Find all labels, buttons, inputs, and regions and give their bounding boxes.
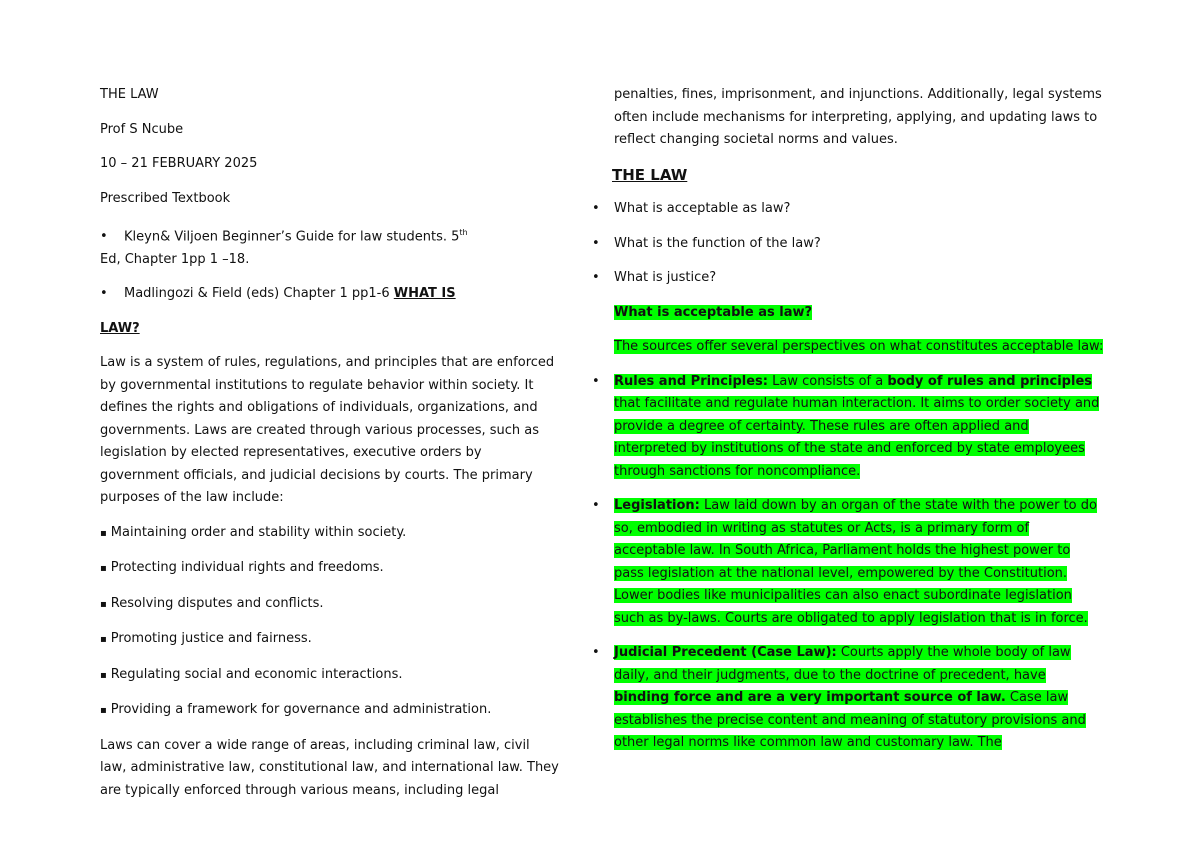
judicial-precedent-item: • Judicial Precedent (Case Law): Courts apply the whole body of law daily, and their judgments, due to the doctrine of precedent, have binding force and are a very important source of law. Case law establishes the precise content and meaning of statutory provisions and other legal norms like common law and customary law. The <box>614 642 1104 755</box>
questions-list <box>592 198 1104 290</box>
bullet-icon: • <box>100 229 108 245</box>
bullet-icon: • <box>592 498 600 513</box>
square-bullet-icon: ▪ <box>100 527 107 539</box>
list-item: ▪ Providing a framework for governance and administration. <box>100 702 492 718</box>
continuation-paragraph: penalties, fines, imprisonment, and injunctions. Additionally, legal systems often include mechanisms for interpreting, applying, and updating laws to reflect changing societal norms and values. <box>614 87 1102 147</box>
square-bullet-icon: ▪ <box>100 563 107 575</box>
list-item: ▪ Regulating social and economic interactions. <box>100 666 403 682</box>
square-bullet-icon: ▪ <box>100 634 107 646</box>
sources-intro: The sources offer several perspectives on what constitutes acceptable law: <box>614 339 1104 354</box>
list-item: • What is the function of the law? <box>614 233 1104 256</box>
list-item: ▪ Resolving disputes and conflicts. <box>100 595 324 611</box>
list-item: ▪ Protecting individual rights and freedoms. <box>100 560 384 576</box>
lecturer-name: Prof S Ncube <box>100 121 184 137</box>
sub-heading: What is acceptable as law? <box>614 304 813 320</box>
textbook-item-1: • Kleyn& Viljoen Beginner’s Guide for law students. 5th <box>100 222 560 249</box>
list-item: • What is acceptable as law? <box>614 198 1104 221</box>
bullet-icon: • <box>592 201 600 216</box>
left-column <box>100 84 560 802</box>
square-bullet-icon: ▪ <box>100 598 107 610</box>
purposes-list <box>100 522 560 723</box>
legislation-item: • Legislation: Law laid down by an organ of the state with the power to do so, embodied in writing as statutes or Acts, is a primary form of acceptable law. In South Africa, Parliament holds the highest power to pass legislation at the national level, empowered by the Constitution. Lower bodies like municipalities can also enact subordinate legislation such as by-laws. Courts are obligated to apply legislation that is in force. <box>614 495 1104 630</box>
course-title: THE LAW <box>100 87 159 102</box>
textbook-heading: Prescribed Textbook <box>100 190 231 206</box>
square-bullet-icon: ▪ <box>100 669 107 681</box>
bullet-icon: • <box>592 645 600 660</box>
rules-principles-item: • Rules and Principles: Law consists of a body of rules and principles that facilitate and regulate human interaction. It aims to order society and provide a degree of certainty. These rules are often applied and interpreted by institutions of the state and enforced by state employees through sanctions for noncompliance. <box>614 371 1104 484</box>
bullet-icon: • <box>592 373 600 389</box>
textbook-item-1-cont: Ed, Chapter 1pp 1 –18. <box>100 251 250 267</box>
textbook-item-2: • Madlingozi & Field (eds) Chapter 1 pp1-6 WHAT IS <box>100 283 560 306</box>
law-question-heading: LAW? <box>100 320 140 336</box>
list-item: ▪ Maintaining order and stability within society. <box>100 524 407 540</box>
list-item: ▪ Promoting justice and fairness. <box>100 631 312 647</box>
bullet-icon: • <box>592 270 600 285</box>
the-law-heading: THE LAW <box>612 165 688 184</box>
intro-paragraph: Law is a system of rules, regulations, and principles that are enforced by governmental institutions to regulate behavior within society. It defines the rights and obligations of individuals, organizations, and governments. Laws are created through various processes, such as legislation by elected representatives, executive orders by government officials, and judicial decisions by courts. The primary purposes of the law include: <box>100 355 555 506</box>
course-dates: 10 – 21 FEBRUARY 2025 <box>100 156 258 171</box>
bullet-icon: • <box>100 286 108 302</box>
square-bullet-icon: ▪ <box>100 705 107 717</box>
bullet-icon: • <box>592 235 600 251</box>
closing-paragraph: Laws can cover a wide range of areas, including criminal law, civil law, administrative law, constitutional law, and international law. They are typically enforced through various means, including legal <box>100 737 559 798</box>
what-is-heading: WHAT IS <box>393 286 456 302</box>
right-column <box>592 84 1104 755</box>
list-item: • What is justice? <box>614 267 1104 290</box>
